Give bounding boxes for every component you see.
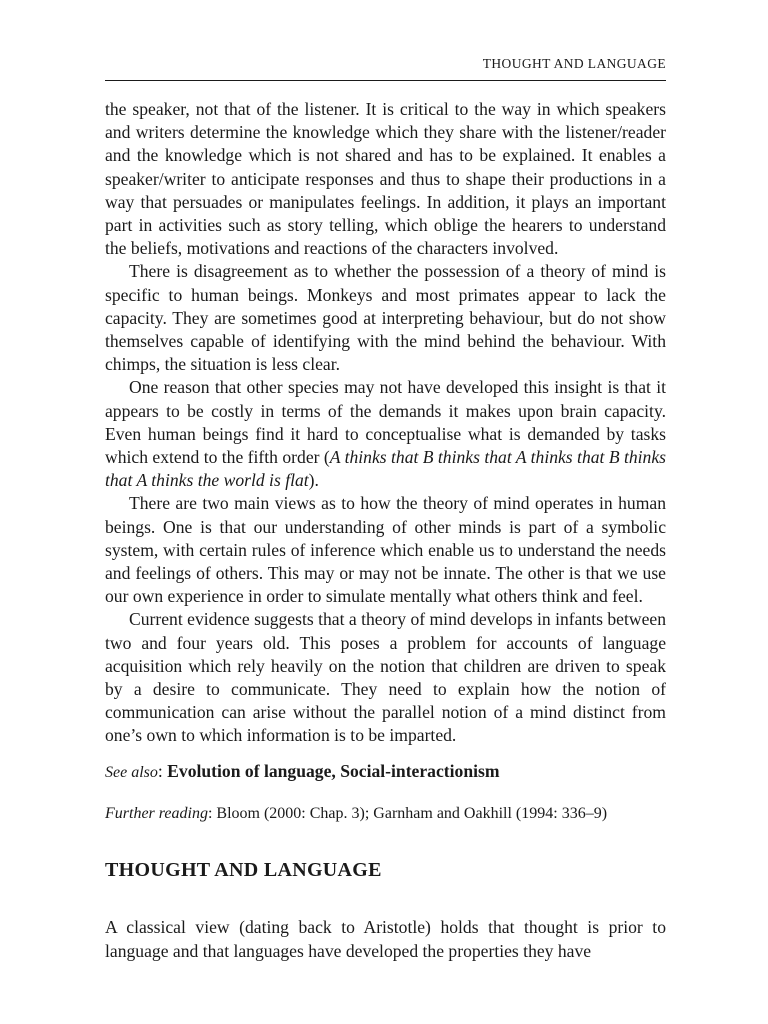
see-also-label: See also	[105, 763, 158, 781]
paragraph-3-end: ).	[308, 470, 319, 491]
paragraph-4: There are two main views as to how the theory of mind operates in human beings. One is that our understanding of other minds is part of a symbolic system, with certain rules of inference which enable us to understand the needs and feelings of others. This may or may not be innate. The other is that we use our own experience in order to simulate mentally what others think and feel.	[105, 493, 666, 607]
body-text	[105, 98, 666, 963]
paragraph-3-italic: A thinks that B thinks that A thinks that B thinks that A thinks the world is flat	[105, 447, 667, 491]
see-also-references: Evolution of language, Social-interactionism	[167, 760, 500, 781]
paragraph-3	[105, 376, 666, 492]
see-also-colon: :	[157, 760, 168, 781]
header-rule	[105, 80, 666, 81]
running-head: THOUGHT AND LANGUAGE	[482, 56, 666, 71]
paragraph-2: There is disagreement as to whether the possession of a theory of mind is specific to human beings. Monkeys and most primates appear to lack the capacity. They are sometimes good at interpreting behaviour, but do not show themselves capable of identifying with the mind behind the behaviour. With chimps, the situation is less clear.	[105, 261, 666, 375]
further-reading	[105, 802, 666, 825]
further-reading-label: Further reading	[105, 804, 208, 822]
paragraph-5: Current evidence suggests that a theory of mind develops in infants between two and four years old. This poses a problem for accounts of language acquisition which rely heavily on the notion that children are driven to speak by a desire to communicate. They need to explain how the notion of communication can arise without the parallel notion of a mind distinct from one’s own to which information is to be imparted.	[105, 609, 666, 746]
paragraph-1: the speaker, not that of the listener. It is critical to the way in which speakers and writers determine the knowledge which they share with the listener/reader and the knowledge which is not shared and has to be explained. It enables a speaker/writer to anticipate responses and thus to shape their productions in a way that persuades or manipulates feelings. In addition, it plays an important part in activities such as story telling, which oblige the hearers to understand the beliefs, motivations and reactions of the characters involved.	[105, 99, 666, 259]
paragraph-3-text: One reason that other species may not have developed this insight is that it appears to be costly in terms of the demands it makes upon brain capacity. Even human beings find it hard to conceptualise what is demanded by tasks which extend to the fifth order (	[105, 377, 666, 468]
section-paragraph: A classical view (dating back to Aristotle) holds that thought is prior to language and that languages have developed the properties they have	[105, 917, 666, 961]
further-reading-references: Bloom (2000: Chap. 3); Garnham and Oakhill (1994: 336–9)	[216, 804, 608, 822]
further-reading-colon: :	[207, 804, 217, 822]
section-heading: THOUGHT AND LANGUAGE	[105, 859, 382, 882]
see-also	[105, 760, 666, 784]
